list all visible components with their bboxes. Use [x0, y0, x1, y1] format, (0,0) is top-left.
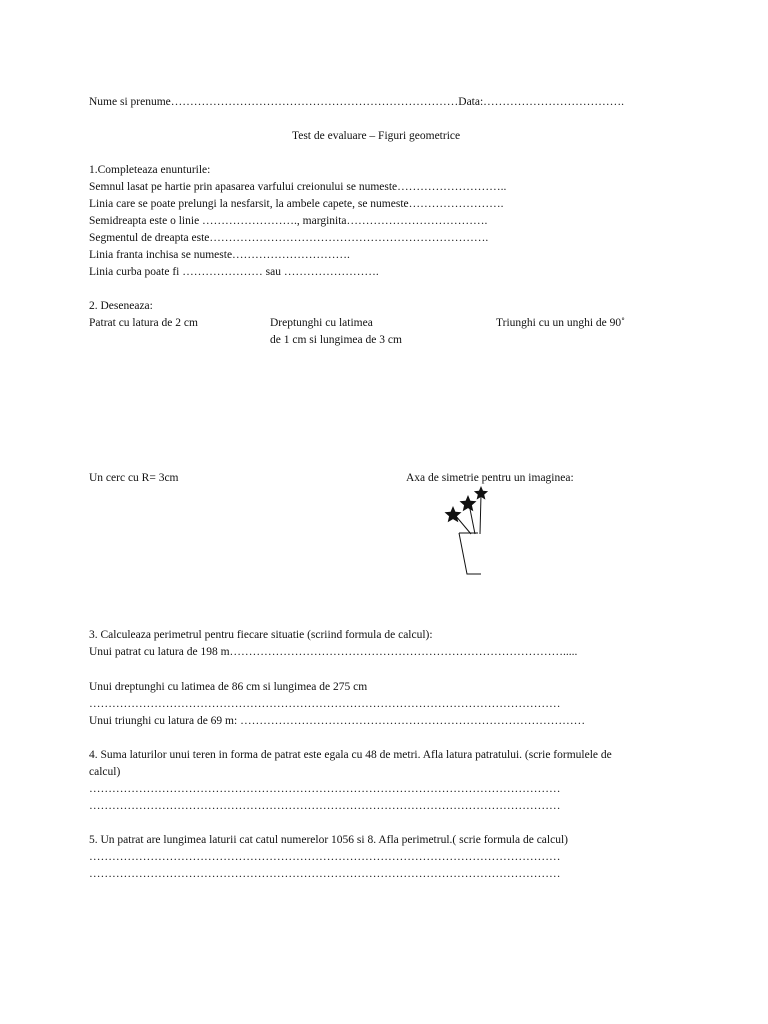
perimeter-triangle-line: Unui triunghi cu latura de 69 m: ……………………………………………………………………………… — [89, 715, 586, 727]
section-1-heading: 1.Completeaza enunturile: — [89, 164, 211, 176]
fill-in-line: Semidreapta este o linie ……………………., marginita………………………………. — [89, 215, 488, 227]
fill-in-line: Semnul lasat pe hartie prin apasarea varfului creionului se numeste……………………….. — [89, 181, 507, 193]
section-3-heading: 3. Calculeaza perimetrul pentru fiecare situatie (scriind formula de calcul): — [89, 629, 433, 641]
page-title: Test de evaluare – Figuri geometrice — [292, 130, 461, 142]
stem — [480, 495, 481, 534]
stem — [455, 515, 471, 534]
draw-rectangle-task-cont: de 1 cm si lungimea de 3 cm — [270, 334, 402, 346]
fill-in-line: Linia curba poate fi ………………… sau ……………………. — [89, 266, 379, 278]
answer-dots: …………………………………………………………………………………………………………… — [89, 800, 561, 812]
symmetry-axis-task: Axa de simetrie pentru un imaginea: — [406, 472, 574, 484]
draw-triangle-task: Triunghi cu un unghi de 90˚ — [496, 317, 625, 329]
vase-outline — [459, 533, 481, 574]
draw-circle-task: Un cerc cu R= 3cm — [89, 472, 179, 484]
perimeter-square-line: Unui patrat cu latura de 198 m……………………………………………………………………………..... — [89, 646, 578, 658]
draw-square-task: Patrat cu latura de 2 cm — [89, 317, 198, 329]
answer-dots: …………………………………………………………………………………………………………… — [89, 783, 561, 795]
answer-dots: …………………………………………………………………………………………………………… — [89, 868, 561, 880]
answer-dots: …………………………………………………………………………………………………………… — [89, 698, 561, 710]
draw-rectangle-task: Dreptunghi cu latimea — [270, 317, 373, 329]
fill-in-line: Linia franta inchisa se numeste…………………………. — [89, 249, 350, 261]
section-4-text-cont: calcul) — [89, 766, 121, 778]
answer-dots: …………………………………………………………………………………………………………… — [89, 851, 561, 863]
section-2-heading: 2. Deseneaza: — [89, 300, 153, 312]
perimeter-rectangle-line: Unui dreptunghi cu latimea de 86 cm si lungimea de 275 cm — [89, 681, 368, 693]
star-icon — [460, 495, 477, 511]
fill-in-line: Linia care se poate prelungi la nesfarsit, la ambele capete, se numeste……………………. — [89, 198, 504, 210]
section-5-text: 5. Un patrat are lungimea laturii cat catul numerelor 1056 si 8. Afla perimetrul.( scrie formula de calcul) — [89, 834, 568, 846]
section-4-text: 4. Suma laturilor unui teren in forma de patrat este egala cu 48 de metri. Afla latura patratului. (scrie formulele de — [89, 749, 612, 761]
name-date-line: Nume si prenume…………………………………………………………………Data:………………………………. — [89, 96, 625, 108]
star-flowers — [445, 486, 489, 522]
flowers-in-vase-image — [438, 482, 498, 582]
fill-in-line: Segmentul de dreapta este………………………………………………………………. — [89, 232, 489, 244]
